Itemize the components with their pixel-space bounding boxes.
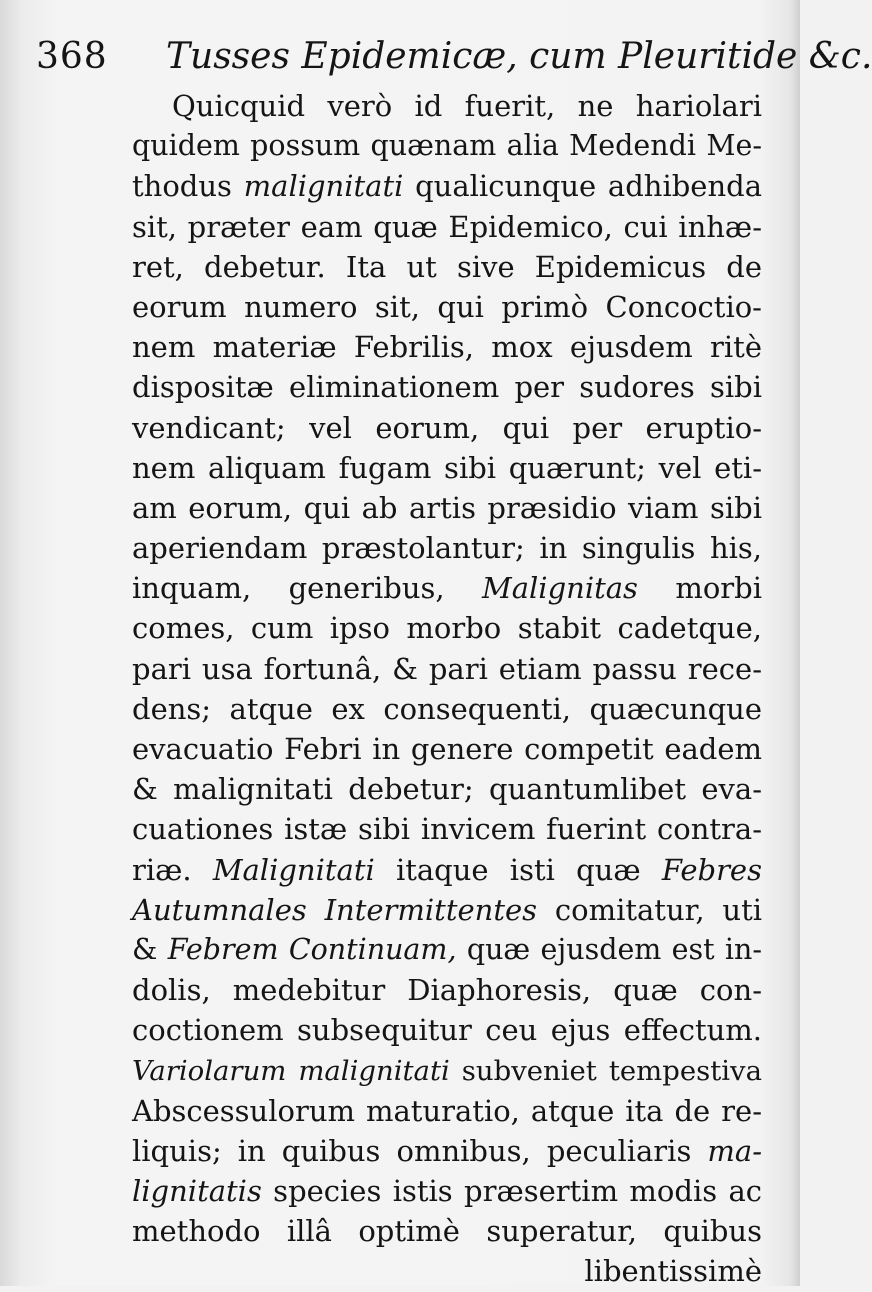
text-line: inquam, generibus, Malignitas morbi (132, 571, 762, 606)
text-line: aperiendam præstolantur; in singulis his, (132, 531, 762, 566)
text-line: cuationes istæ sibi invicem fuerint contra- (132, 812, 762, 847)
text-line: ret, debetur. Ita ut sive Epidemicus de (132, 249, 762, 284)
page-header (36, 28, 872, 88)
text-line: nem materiæ Febrilis, mox ejusdem ritè (132, 330, 762, 365)
text-line: liquis; in quibus omnibus, peculiaris ma- (132, 1133, 762, 1168)
text-line: dispositæ eliminationem per sudores sibi (132, 370, 762, 405)
text-line: Quicquid verò id fuerit, ne hariolari (172, 89, 762, 123)
text-line: & malignitati debetur; quantumlibet eva- (132, 772, 762, 807)
text-line: vendicant; vel eorum, qui per eruptio- (132, 410, 762, 445)
text-line: Variolarum malignitati subveniet tempestiva (132, 1054, 762, 1087)
text-line: sit, præter eam quæ Epidemico, cui inhæ- (132, 209, 762, 244)
text-line: quidem possum quænam alia Medendi Me- (132, 129, 762, 163)
text-line: eorum numero sit, qui primò Concoctio- (132, 289, 762, 324)
text-line: riæ. Malignitati itaque isti quæ Febres (132, 852, 762, 887)
text-line: coctionem subsequitur ceu ejus effectum. (132, 1013, 762, 1048)
body-text (132, 86, 762, 1292)
text-line: am eorum, qui ab artis præsidio viam sibi (132, 490, 762, 525)
text-line: thodus malignitati qualicunque adhibenda (132, 169, 762, 204)
catchword: libentissimè (584, 1254, 762, 1289)
text-line: Abscessulorum maturatio, atque ita de re- (132, 1093, 762, 1128)
text-line: & Febrem Continuam, quæ ejusdem est in- (132, 932, 762, 966)
page-number: 368 (36, 36, 108, 77)
text-line: lignitatis species istis præsertim modis ac (132, 1174, 762, 1209)
text-line: dolis, medebitur Diaphoresis, quæ con- (132, 973, 762, 1008)
text-line: evacuatio Febri in genere competit eadem (132, 732, 762, 766)
running-head: Tusses Epidemicæ, cum Pleuritide &c. (166, 36, 872, 77)
text-line: pari usa fortunâ, & pari etiam passu rece- (132, 651, 762, 686)
text-line: Autumnales Intermittentes comitatur, uti (132, 892, 762, 927)
text-line: dens; atque ex consequenti, quæcunque (132, 691, 762, 726)
text-line: nem aliquam fugam sibi quærunt; vel eti- (132, 450, 762, 485)
text-line: comes, cum ipso morbo stabit cadetque, (132, 611, 762, 646)
text-line: methodo illâ optimè superatur, quibus (132, 1214, 762, 1249)
